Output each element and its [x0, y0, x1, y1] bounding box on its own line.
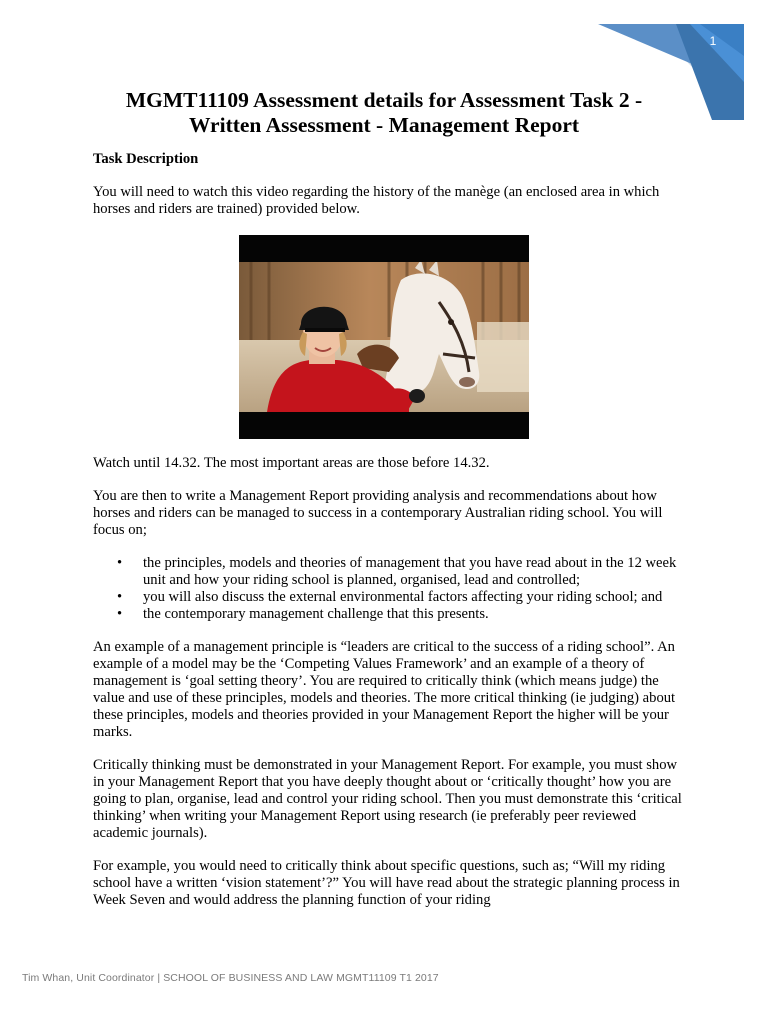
- intro-paragraph: You will need to watch this video regarding the history of the manège (an enclosed area in which horses and riders are trained) provided below.: [93, 184, 660, 217]
- bullet-marker: •: [117, 555, 123, 571]
- report-intro: You are then to write a Management Report providing analysis and recommendations about how horses and riders can be managed to success in a contemporary Australian riding school. You will focus on;: [93, 488, 663, 538]
- title-line-2: Written Assessment - Management Report: [188, 113, 580, 137]
- video-thumbnail: [239, 262, 529, 412]
- critical-thinking-paragraph: Critically thinking must be demonstrated in your Management Report. For example, you must show in your Management Report that you have deeply thought about or ‘critically thought’ how you are going to plan, organise, lead and control your riding school. Then you must demonstrate this ‘critical thinking’ when writing your Management Report using research (ie preferably peer reviewed academic journals).: [93, 757, 682, 841]
- page-number: 1: [709, 34, 717, 48]
- bullet-marker: •: [117, 589, 123, 605]
- focus-list: [93, 555, 683, 623]
- list-item: [93, 589, 683, 606]
- list-item: [93, 555, 683, 589]
- page-footer: Tim Whan, Unit Coordinator | SCHOOL OF BUSINESS AND LAW MGMT11109 T1 2017: [22, 972, 439, 984]
- example-paragraph: An example of a management principle is “leaders are critical to the success of a riding school”. An example of a model may be the ‘Competing Values Framework’ and an example of a theory of management is ‘goal setting theory’. You are required to critically think (which means judge) the value and use of these principles, models and theories. The more critical thinking (ie judging) about these principles, models and theories provided in your Management Report the higher will be your marks.: [93, 639, 676, 740]
- page-title: [80, 88, 688, 138]
- watch-note: Watch until 14.32. The most important areas are those before 14.32.: [93, 455, 490, 471]
- list-item: [93, 606, 683, 623]
- list-item-text: the principles, models and theories of management that you have read about in the 12 week unit and how your riding school is planned, organised, lead and controlled;: [143, 555, 677, 588]
- document-body: [93, 151, 683, 909]
- list-item-text: you will also discuss the external environmental factors affecting your riding school; and: [143, 589, 663, 605]
- questions-paragraph: For example, you would need to critically think about specific questions, such as; “Will my riding school have a written ‘vision statement’?” You will have read about the strategic planning process in Week Seven and would address the planning function of your riding: [93, 858, 680, 908]
- bullet-marker: •: [117, 606, 123, 622]
- list-item-text: the contemporary management challenge that this presents.: [143, 606, 489, 622]
- task-heading: Task Description: [93, 151, 199, 167]
- title-line-1: MGMT11109 Assessment details for Assessment Task 2 -: [125, 88, 643, 112]
- video-player[interactable]: [239, 235, 529, 439]
